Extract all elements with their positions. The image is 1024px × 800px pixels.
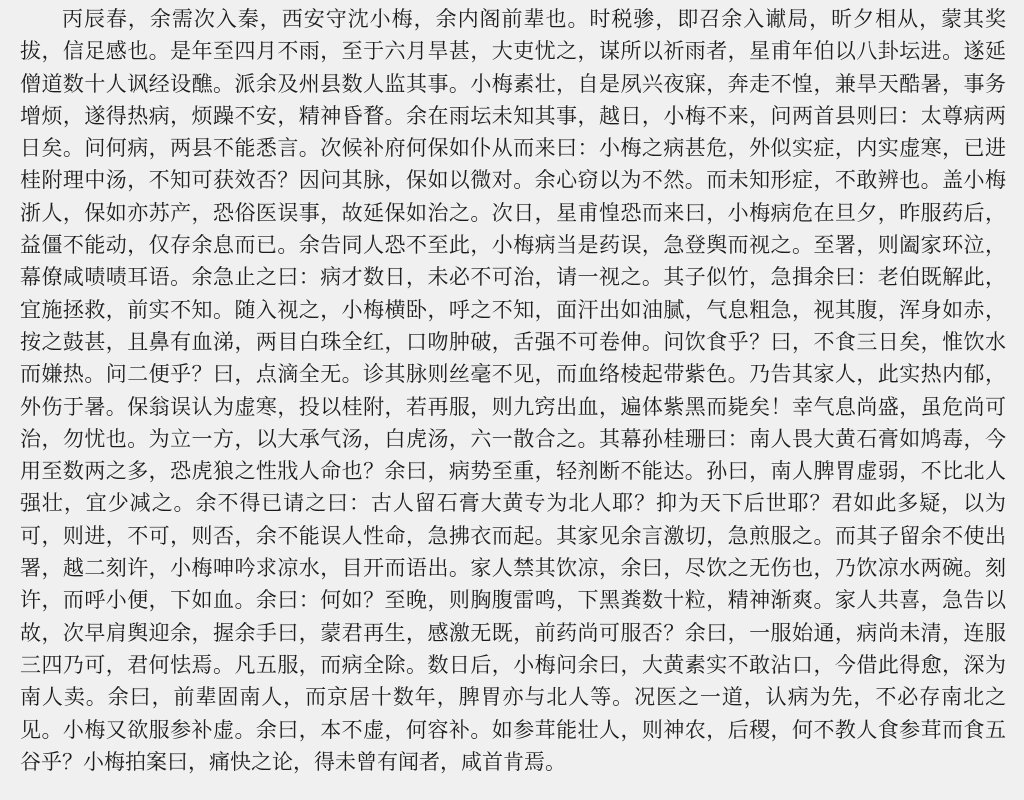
- body-paragraph: 丙辰春，余需次入秦，西安守沈小梅，余内阁前辈也。时税骖，即召余入谳局，昕夕相从，蒙其奖拔，信足感也。是年至四月不雨，至于六月旱甚，大吏忧之，谋所以祈雨者，星甫年伯以八卦坛进。遂延僧道数十人讽经设醮。派余及州县数人监其事。小梅素壮，自是夙兴夜寐，奔走不惶，兼旱天酷暑，事务增烦，遂得热病，烦躁不安，精神昏瞀。余在雨坛未知其事，越日，小梅不来，问两首县则曰：太尊病两日矣。问何病，两县不能悉言。次候补府何保如仆从而来曰：小梅之病甚危，外似实症，内实虚寒，已进桂附理中汤，不知可获效否？因问其脉，保如以微对。余心窃以为不然。而未知形症，不敢辨也。盖小梅浙人，保如亦苏产，恐俗医误事，故延保如治之。次日，星甫惶恐而来曰，小梅病危在旦夕，昨服药后，益僵不能动，仅存余息而已。余告同人恐不至此，小梅病当是药误，急登舆而视之。至署，则阖家环泣，幕僚咸啧啧耳语。余急止之曰：病才数日，未必不可治，请一视之。其子似竹，急揖余曰：老伯既解此，宜施拯救，前实不知。随入视之，小梅横卧，呼之不知，面汗出如油腻，气息粗急，视其腹，浑身如赤，按之鼓甚，且鼻有血涕，两目白珠全红，口吻肿破，舌强不可卷伸。问饮食乎？曰，不食三日矣，惟饮水而嫌热。问二便乎？曰，点滴全无。诊其脉则丝毫不见，而血络棱起带紫色。乃告其家人，此实热内郁，外伤于暑。保翁误认为虚寒，投以桂附，若再服，则九窍出血，遍体紫黑而毙矣！幸气息尚盛，虽危尚可治，勿忧也。为立一方，以大承气汤，白虎汤，六一散合之。其幕孙桂珊曰：南人畏大黄石膏如鸠毒，今用至数两之多，恐虎狼之性戕人命也？余曰，病势至重，轻剂断不能达。孙曰，南人脾胃虚弱，不比北人强壮，宜少减之。余不得已请之曰：古人留石膏大黄专为北人耶？抑为天下后世耶？君如此多疑，以为可，则进，不可，则否，余不能误人性命，急拂衣而起。其家见余言激切，急煎服之。而其子留余不使出署，越二刻许，小梅呻吟求凉水，目开而语出。家人禁其饮凉，余曰，尽饮之无伤也，乃饮凉水两碗。刻许，而呼小便，下如血。余曰：何如？至晚，则胸腹雷鸣，下黑粪数十粒，精神渐爽。家人共喜，急告以故，次早肩舆迎余，握余手曰，蒙君再生，感激无既，前药尚可服否？余曰，一服始通，病尚未清，连服三四乃可，君何怯焉。凡五服，而病全除。数日后，小梅问余曰，大黄素实不敢沾口，今借此得愈，深为南人卖。余曰，前辈固南人，而京居十数年，脾胃亦与北人等。况医之一道，认病为先，不必存南北之见。小梅又欲服参补虚。余曰，本不虚，何容补。如参茸能壮人，则神农，后稷，何不教人食参茸而食五谷乎？小梅拍案曰，痛快之论，得未曾有闻者，咸首肯焉。: [20, 7, 1006, 774]
